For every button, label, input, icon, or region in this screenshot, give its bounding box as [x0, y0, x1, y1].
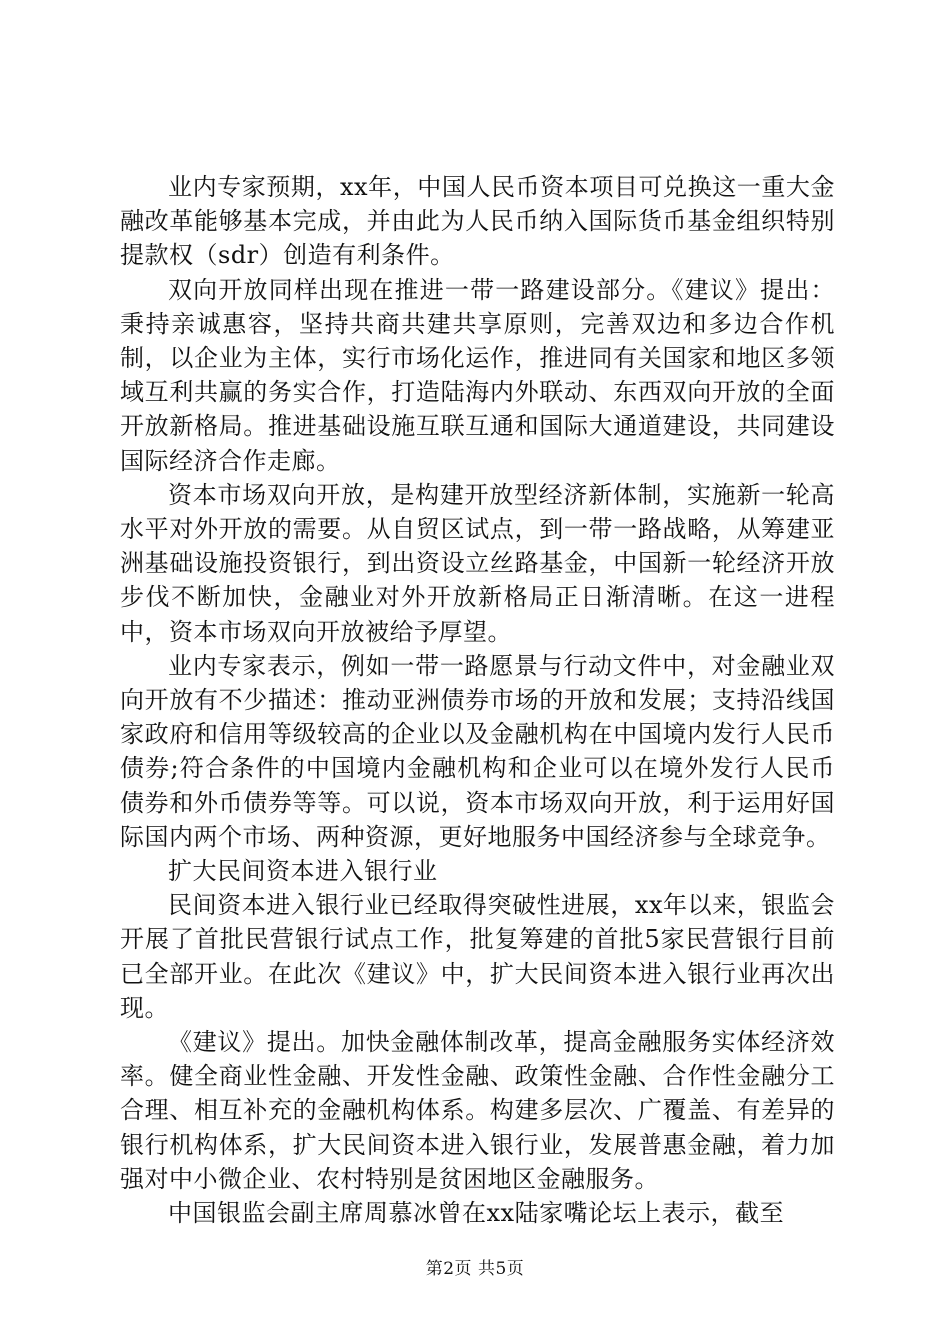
paragraph: 资本市场双向开放，是构建开放型经济新体制，实施新一轮高水平对外开放的需要。从自贸区试点，到一带一路战略，从筹建亚洲基础设施投资银行，到出资设立丝路基金，中国新一轮经济开放步伐不断加快，金融业对外开放新格局正日渐清晰。在这一进程中，资本市场双向开放被给予厚望。 [120, 480, 835, 646]
section-heading: 扩大民间资本进入银行业 [168, 857, 438, 886]
paragraph: 《建议》提出。加快金融体制改革，提高金融服务实体经济效率。健全商业性金融、开发性金融、政策性金融、合作性金融分工合理、相互补充的金融机构体系。构建多层次、广覆盖、有差异的银行机构体系，扩大民间资本进入银行业，发展普惠金融，着力加强对中小微企业、农村特别是贫困地区金融服务。 [120, 1028, 835, 1193]
paragraph: 中国银监会副主席周慕冰曾在xx陆家嘴论坛上表示，截至 [168, 1199, 785, 1228]
paragraph: 双向开放同样出现在推进一带一路建设部分。《建议》提出：秉持亲诚惠容，坚持共商共建共享原则，完善双边和多边合作机制，以企业为主体，实行市场化运作，推进同有关国家和地区多领域互利共赢的务实合作，打造陆海内外联动、东西双向开放的全面开放新格局。推进基础设施互联互通和国际大通道建设，共同建设国际经济合作走廊。 [120, 275, 835, 475]
page-number-footer: 第2页 共5页 [425, 1259, 525, 1279]
document-body [120, 170, 835, 1230]
paragraph: 民间资本进入银行业已经取得突破性进展，xx年以来，银监会开展了首批民营银行试点工作，批复筹建的首批5家民营银行目前已全部开业。在此次《建议》中，扩大民间资本进入银行业再次出现。 [120, 891, 835, 1022]
paragraph: 业内专家预期，xx年，中国人民币资本项目可兑换这一重大金融改革能够基本完成，并由此为人民币纳入国际货币基金组织特别提款权（sdr）创造有利条件。 [120, 173, 835, 270]
paragraph: 业内专家表示，例如一带一路愿景与行动文件中，对金融业双向开放有不少描述：推动亚洲债券市场的开放和发展；支持沿线国家政府和信用等级较高的企业以及金融机构在中国境内发行人民币债券;符合条件的中国境内金融机构和企业可以在境外发行人民币债券和外币债券等等。可以说，资本市场双向开放，利于运用好国际国内两个市场、两种资源，更好地服务中国经济参与全球竞争。 [120, 651, 835, 851]
